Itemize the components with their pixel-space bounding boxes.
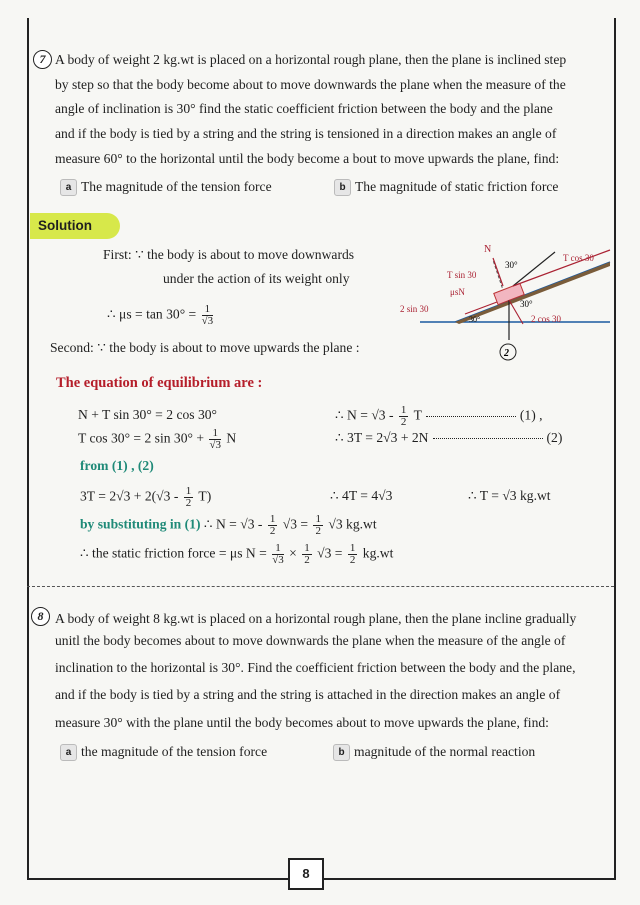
equation-3 [335, 405, 543, 428]
q7-line-2: by step so that the body become about to move downwards the plane when the measure of the [55, 77, 566, 92]
fric-fraction-3 [348, 543, 358, 566]
subst-label: by substituting in (1) [80, 516, 201, 532]
subst-fraction-2 [313, 514, 323, 537]
eq3-lhs: ∴ N = √3 - [335, 407, 394, 423]
eq3-rhs: T [413, 407, 422, 423]
tension-arrow [513, 252, 555, 286]
fric-a: ∴ the static friction force = μs N = [80, 545, 267, 561]
fric-den3: 2 [349, 554, 356, 566]
subst-c: √3 kg.wt [328, 516, 377, 532]
question-number-7: 7 [33, 50, 52, 69]
subst-a: ∴ N = √3 - [203, 516, 263, 532]
eq3-tag: (1) , [519, 407, 543, 423]
subst-num2: 1 [315, 513, 321, 525]
eq2-lhs: T cos 30° = 2 sin 30° + [78, 430, 205, 446]
q8-line-1: A body of weight 8 kg.wt is placed on a horizontal rough plane, then the plane incline gradually [55, 611, 577, 626]
mu-equation [107, 304, 215, 327]
r1-b: T) [198, 488, 212, 504]
solution-badge: Solution [30, 213, 120, 239]
fric-num3: 1 [349, 542, 356, 554]
mu-lhs: ∴ μs = tan 30° = [107, 306, 197, 322]
from-label: from (1) , (2) [80, 458, 154, 473]
subst-den: 2 [269, 525, 276, 537]
result-line-1 [80, 486, 211, 509]
solution-first-2: under the action of its weight only [163, 271, 350, 286]
eq4-text: ∴ 3T = 2√3 + 2N [335, 430, 429, 445]
diag-angle-30b: 30° [469, 315, 481, 324]
option-a-badge: a [60, 744, 77, 761]
result-mid: ∴ 4T = 4√3 [330, 488, 393, 503]
q8-line-2: unitl the body becomes about to move downwards the plane when the measure of the angle of [55, 633, 566, 648]
r1-num: 1 [185, 485, 192, 497]
eq4-leader [433, 438, 543, 439]
subst-fraction-1 [268, 514, 278, 537]
solution-second: Second: ∵ the body is about to move upwards the plane : [50, 340, 360, 355]
r1-fraction [184, 486, 194, 509]
diag-tsin: T sin 30 [447, 270, 477, 280]
q7-line-5: measure 60° to the horizontal until the body become a bout to move upwards the plane, find: [55, 151, 560, 166]
r1-den: 2 [185, 497, 192, 509]
mu-den: √3 [201, 315, 214, 327]
q8-option-b [333, 743, 535, 761]
diag-2cos: 2 cos 30 [531, 314, 561, 324]
fric-den1: √3 [272, 554, 284, 566]
eq3-leader [426, 416, 516, 417]
question-number-8: 8 [31, 607, 50, 626]
equation-4 [335, 430, 562, 446]
mu-fraction [202, 304, 214, 327]
q8-option-a-text: the magnitude of the tension force [81, 744, 268, 759]
q7-line-3: angle of inclination is 30° find the static coefficient friction between the body and the plane [55, 101, 553, 116]
q7-option-b [334, 178, 558, 196]
option-b-badge: b [333, 744, 350, 761]
q8-option-a [60, 743, 267, 761]
eq3-num: 1 [400, 404, 407, 416]
diag-N: N [484, 244, 492, 255]
eq2-fraction [209, 428, 221, 451]
q7-option-a-text: The magnitude of the tension force [81, 179, 272, 194]
q8-line-5: measure 30° with the plane until the body becomes about to move upwards the plane, find: [55, 715, 549, 730]
q8-option-b-text: magnitude of the normal reaction [354, 744, 536, 759]
fric-den2: 2 [304, 554, 310, 566]
fric-fraction-2 [302, 543, 312, 566]
diag-angle-30c: 30° [520, 299, 533, 309]
equation-2 [78, 428, 236, 451]
subst-b: √3 = [282, 516, 309, 532]
eq2-num: 1 [209, 428, 221, 440]
diag-muN: μsN [450, 287, 465, 297]
subst-den2: 2 [315, 525, 321, 537]
mu-num: 1 [202, 304, 214, 316]
diag-angle-30a: 30° [505, 260, 518, 270]
q7-option-b-text: The magnitude of static friction force [355, 179, 559, 194]
solution-first-1: First: ∵ the body is about to move downwards [103, 247, 355, 262]
q8-line-3: inclination to the horizontal is 30°. Find the coefficient friction between the body and the plane, [55, 660, 576, 675]
diag-weight: 2 [504, 348, 509, 359]
friction-line [80, 543, 393, 566]
fric-num1: 1 [272, 543, 284, 555]
eq2-den: √3 [209, 439, 221, 451]
eq3-den: 2 [400, 416, 407, 428]
fric-x: × [289, 545, 297, 561]
fric-b: √3 = [317, 545, 343, 561]
q7-line-1: A body of weight 2 kg.wt is placed on a horizontal rough plane, then the plane is inclined step [55, 52, 567, 67]
fric-fraction-1 [272, 543, 284, 566]
q7-line-4: and if the body is tied by a string and the string is tensioned in a direction makes an angle of [55, 126, 557, 141]
substitution-line [80, 514, 377, 537]
q8-line-4: and if the body is tied by a string and the string is attached in the direction makes an angle of [55, 687, 561, 702]
normal-arrow [493, 258, 503, 286]
fric-c: kg.wt [362, 545, 394, 561]
fric-num2: 1 [304, 542, 310, 554]
eq2-rhs: N [226, 430, 237, 446]
r1-a: 3T = 2√3 + 2(√3 - [80, 488, 179, 504]
eq3-fraction [399, 405, 409, 428]
option-a-badge: a [60, 179, 77, 196]
subst-num: 1 [269, 513, 276, 525]
section-separator [27, 586, 614, 587]
equation-1: N + T sin 30° = 2 cos 30° [78, 407, 217, 422]
q7-option-a [60, 178, 272, 196]
equilibrium-heading: The equation of equilibrium are : [56, 375, 263, 391]
diag-tcos: T cos 30 [563, 253, 594, 263]
page-number: 8 [288, 858, 324, 890]
diag-2sin: 2 sin 30 [400, 304, 429, 314]
eq4-tag: (2) [546, 430, 563, 445]
result-T: ∴ T = √3 kg.wt [468, 488, 551, 503]
option-b-badge: b [334, 179, 351, 196]
inclined-plane-diagram [395, 240, 620, 365]
